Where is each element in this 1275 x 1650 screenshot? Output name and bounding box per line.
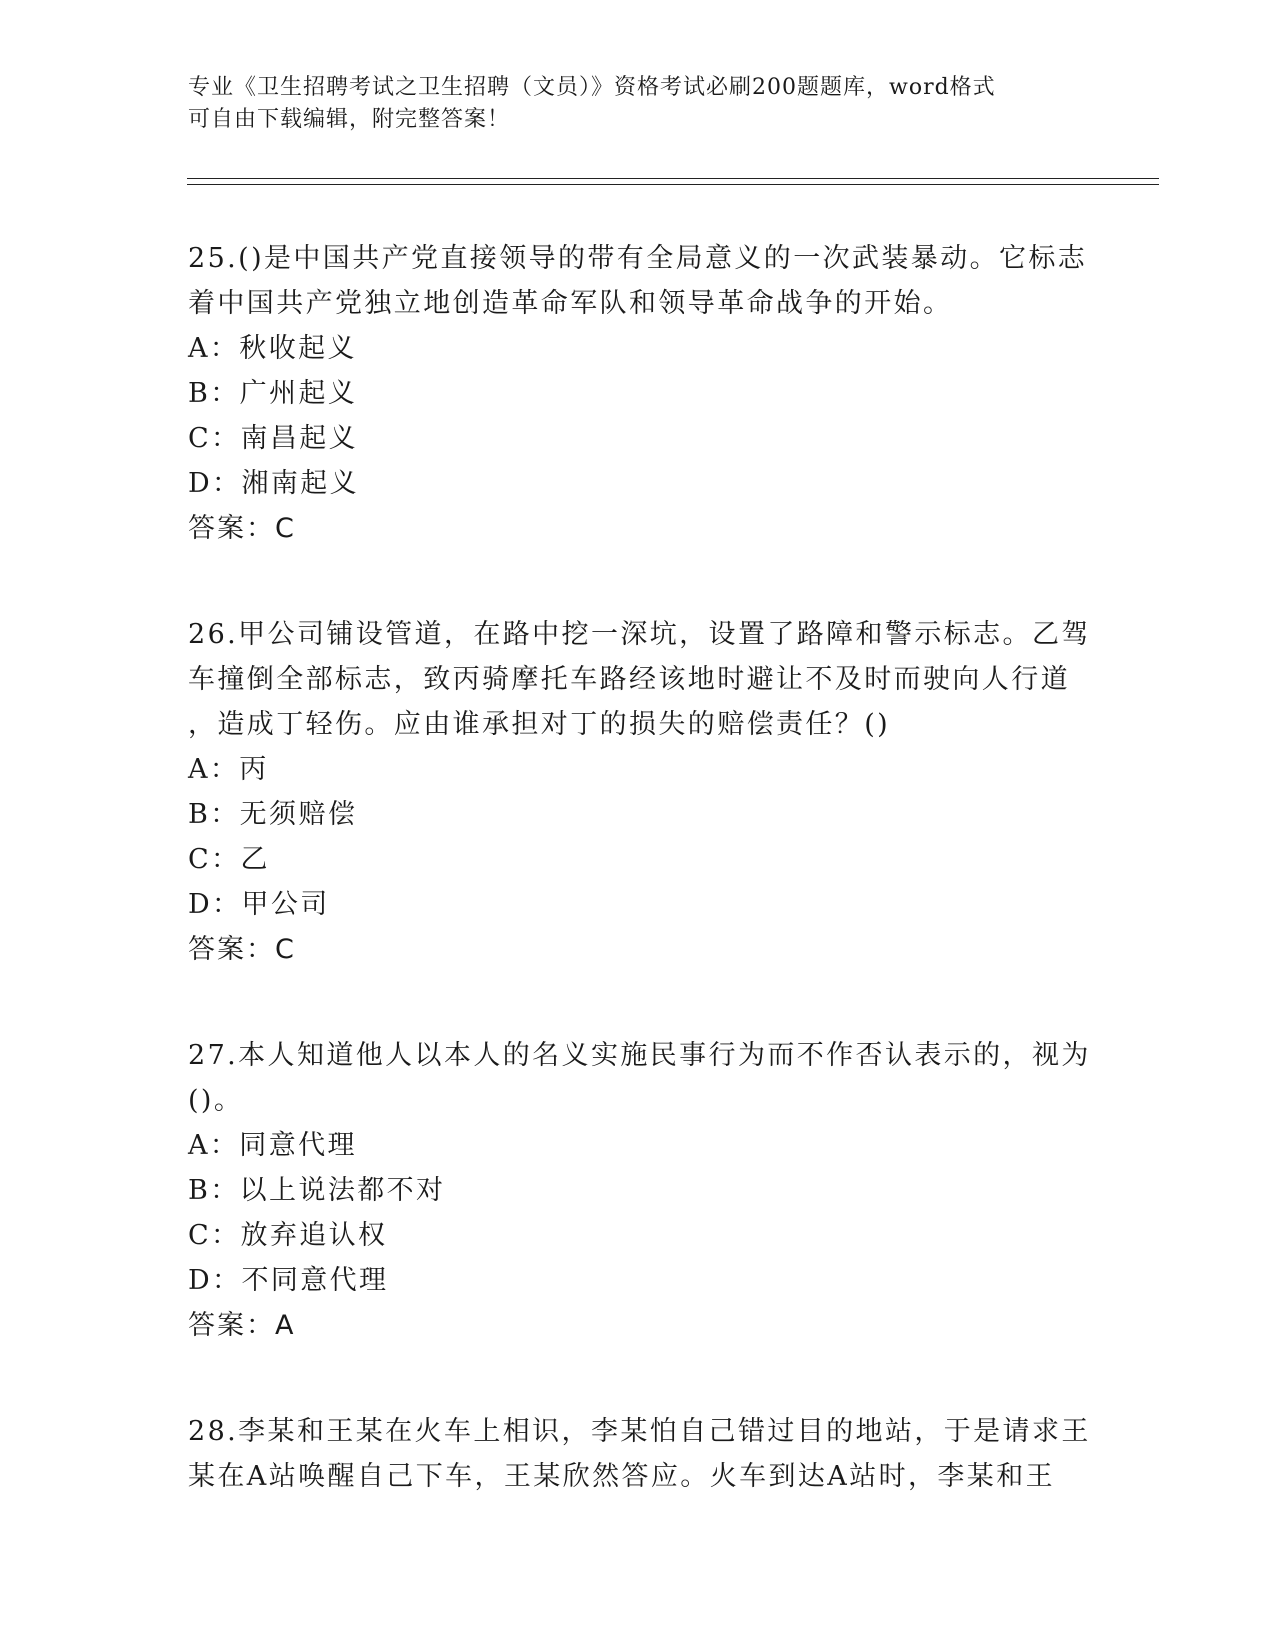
header-divider-bottom bbox=[187, 184, 1159, 185]
option-c: C：放弃追认权 bbox=[188, 1220, 388, 1251]
question-text bbox=[188, 1409, 1091, 1499]
option-c: C：南昌起义 bbox=[188, 423, 359, 454]
option-c: C：乙 bbox=[188, 844, 270, 875]
option-b: B：无须赔偿 bbox=[188, 799, 358, 830]
question-line: ，造成丁轻伤。应由谁承担对丁的损失的赔偿责任？() bbox=[188, 709, 891, 740]
document-header bbox=[188, 72, 1068, 136]
answer: 答案：C bbox=[188, 934, 296, 965]
question-26 bbox=[188, 612, 1091, 972]
header-line-2: 可自由下载编辑，附完整答案！ bbox=[188, 107, 511, 132]
option-d: D：不同意代理 bbox=[188, 1265, 389, 1296]
question-list bbox=[188, 236, 1091, 1499]
question-line: 某在A站唤醒自己下车，王某欣然答应。火车到达A站时，李某和王 bbox=[188, 1461, 1055, 1492]
question-28 bbox=[188, 1409, 1091, 1499]
option-b: B：以上说法都不对 bbox=[188, 1175, 446, 1206]
answer: 答案：C bbox=[188, 513, 296, 544]
option-a: A：丙 bbox=[188, 754, 269, 785]
question-line: ()。 bbox=[188, 1085, 244, 1116]
option-a: A：秋收起义 bbox=[188, 333, 357, 364]
option-d: D：湘南起义 bbox=[188, 468, 360, 499]
question-line: 25.()是中国共产党直接领导的带有全局意义的一次武装暴动。它标志 bbox=[188, 243, 1088, 274]
question-text bbox=[188, 1033, 1091, 1123]
header-divider-top bbox=[187, 178, 1159, 179]
option-b: B：广州起义 bbox=[188, 378, 358, 409]
question-line: 28.李某和王某在火车上相识，李某怕自己错过目的地站，于是请求王 bbox=[188, 1416, 1091, 1447]
question-line: 27.本人知道他人以本人的名义实施民事行为而不作否认表示的，视为 bbox=[188, 1040, 1091, 1071]
question-25 bbox=[188, 236, 1088, 551]
question-line: 26.甲公司铺设管道，在路中挖一深坑，设置了路障和警示标志。乙驾 bbox=[188, 619, 1091, 650]
option-a: A：同意代理 bbox=[188, 1130, 357, 1161]
question-text bbox=[188, 236, 1088, 326]
option-d: D：甲公司 bbox=[188, 889, 330, 920]
question-line: 着中国共产党独立地创造革命军队和领导革命战争的开始。 bbox=[188, 288, 953, 319]
question-27 bbox=[188, 1033, 1091, 1348]
header-line-1: 专业《卫生招聘考试之卫生招聘（文员）》资格考试必刷200题题库，word格式 bbox=[188, 75, 996, 100]
question-text bbox=[188, 612, 1091, 747]
question-line: 车撞倒全部标志，致丙骑摩托车路经该地时避让不及时而驶向人行道 bbox=[188, 664, 1070, 695]
answer: 答案：A bbox=[188, 1310, 296, 1341]
